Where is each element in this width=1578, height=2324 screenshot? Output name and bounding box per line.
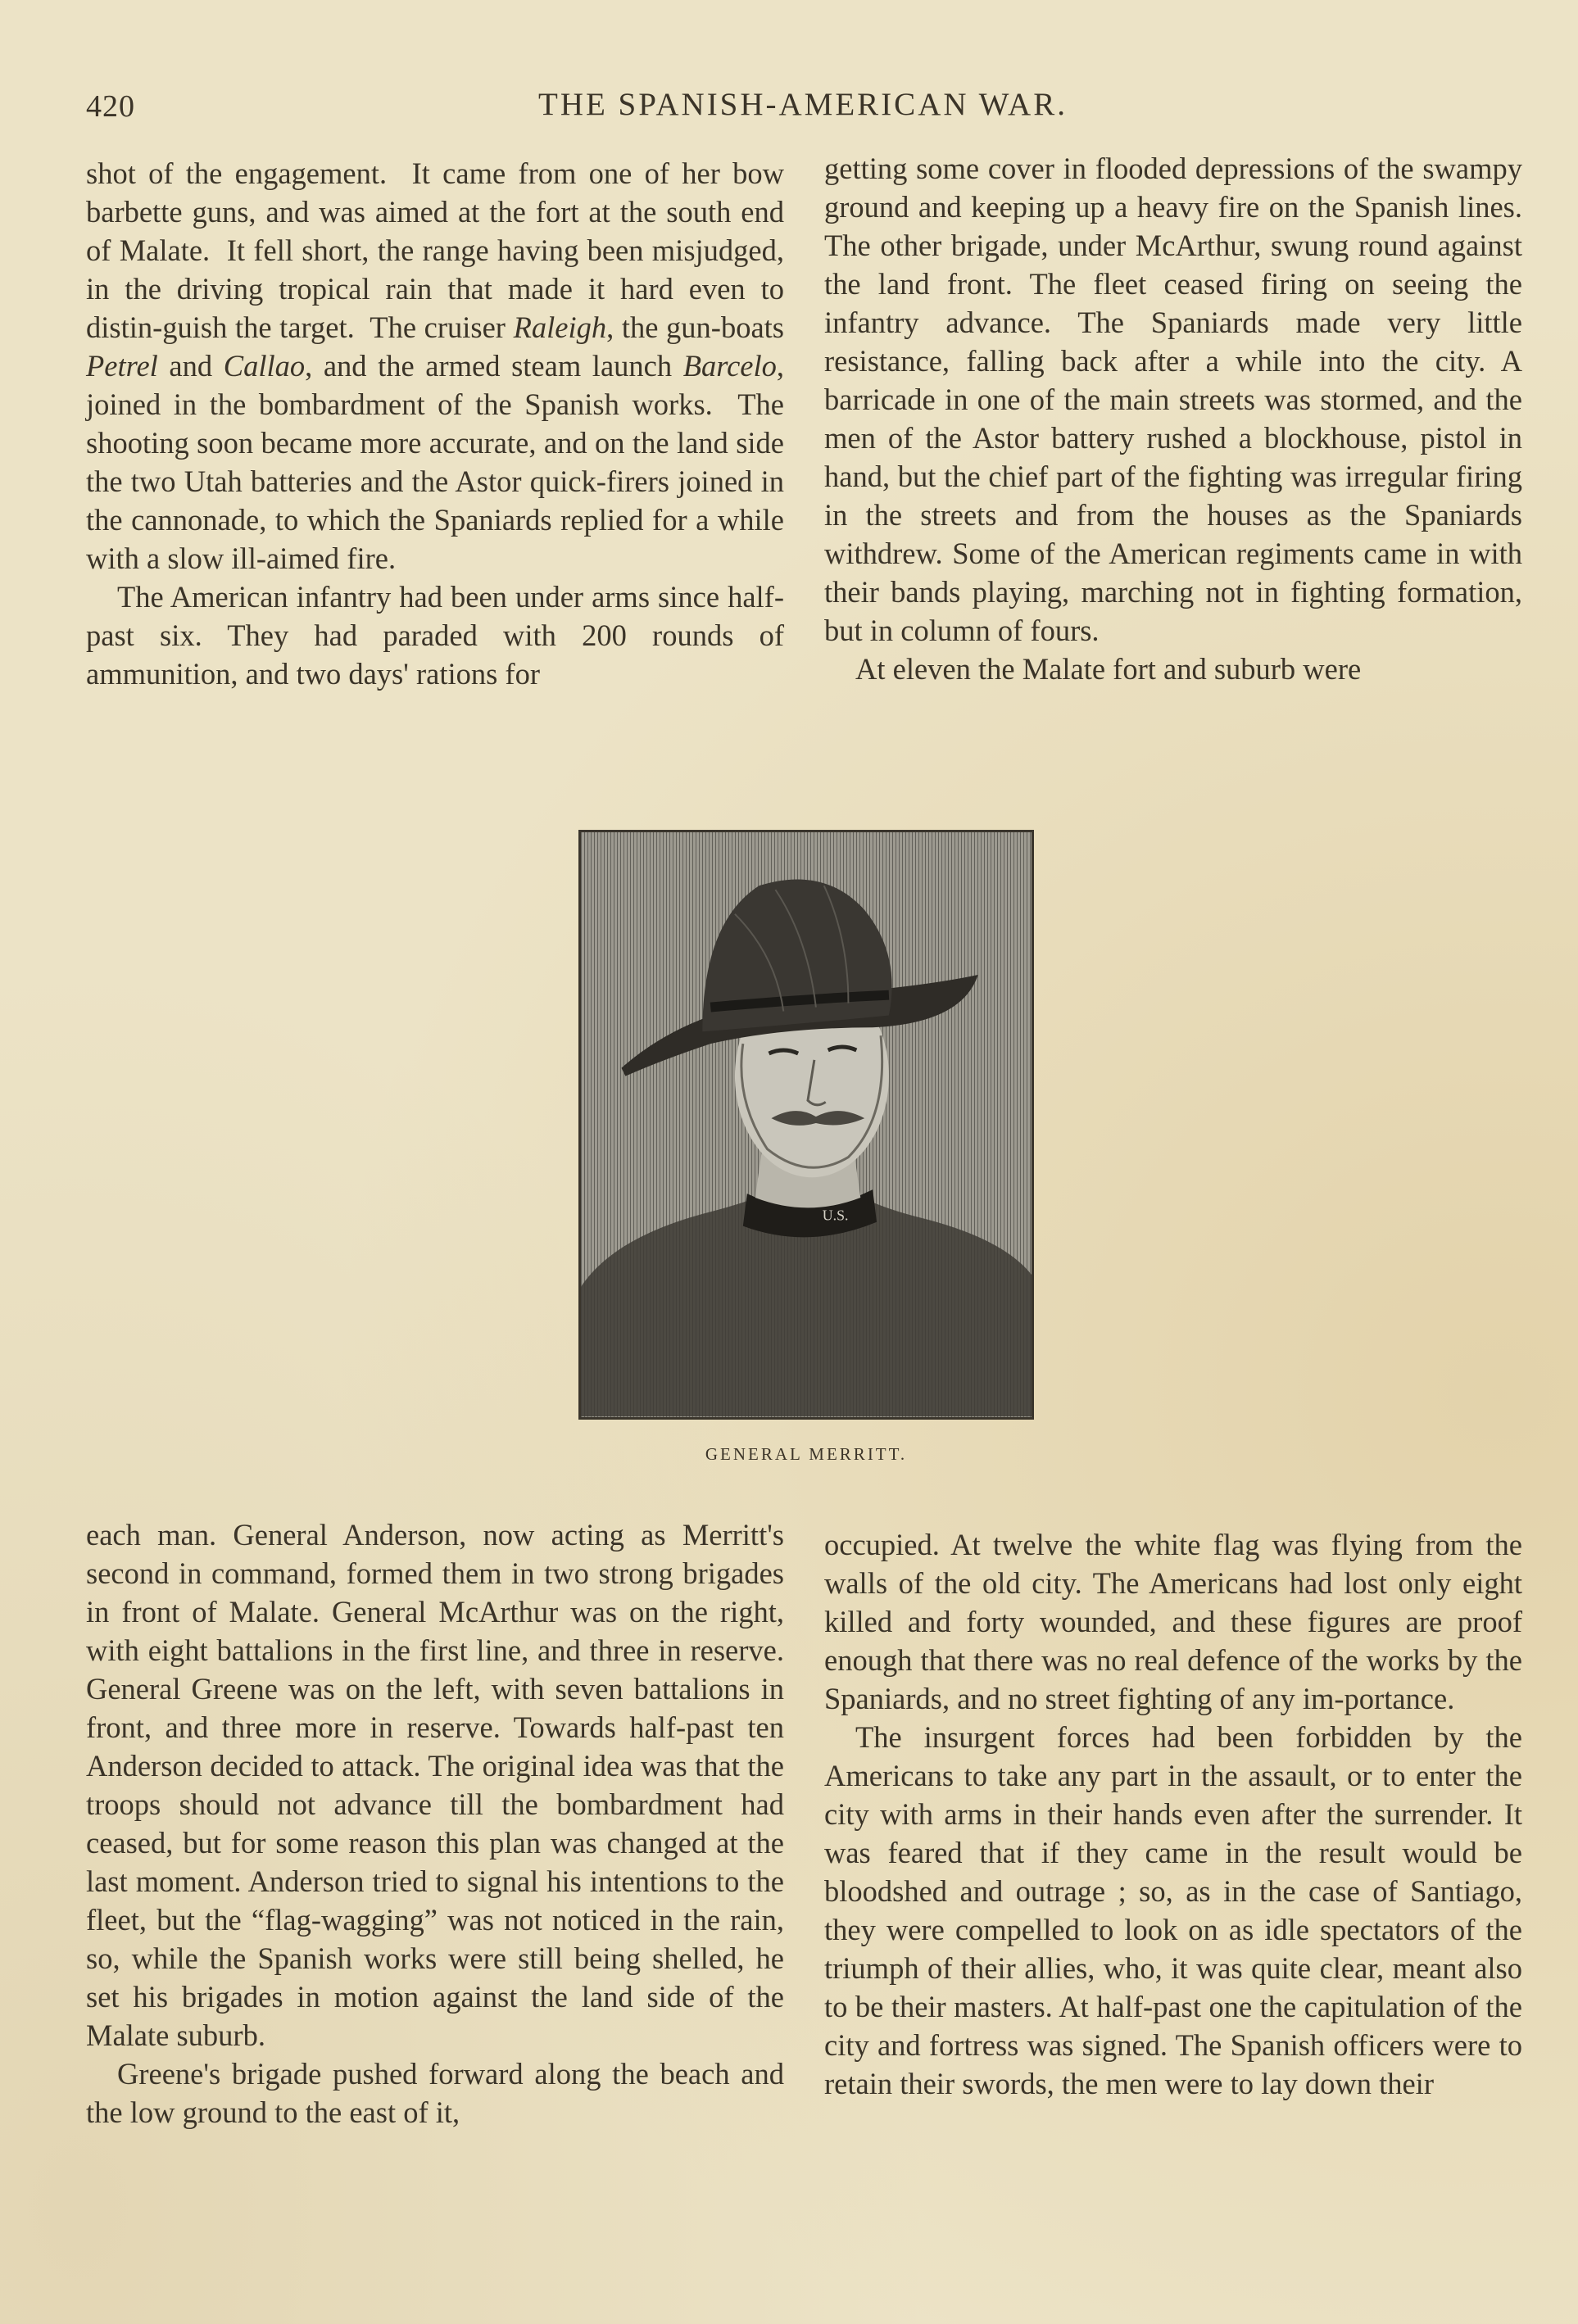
- text-column-top-left: [86, 154, 784, 693]
- ship-name: Raleigh: [513, 310, 607, 344]
- ship-name: Petrel: [86, 349, 158, 383]
- figure-caption: GENERAL MERRITT.: [705, 1444, 908, 1464]
- text-column-bottom-right: [824, 1525, 1522, 2103]
- portrait-engraving: [578, 830, 1034, 1420]
- running-head-title: THE SPANISH-AMERICAN WAR.: [538, 87, 1068, 122]
- collar-insignia: U.S.: [822, 1207, 849, 1224]
- text-column-top-right: [824, 149, 1522, 688]
- text-run: , the gun-boats: [606, 310, 784, 344]
- text-column-bottom-left: [86, 1515, 784, 2131]
- paragraph: The insurgent forces had been forbidden by the Americans to take any part in the assault, or to enter the city with arms in their hands even after the surrender. It was feared that if they came in the result would be bloodshed and outrage ; so, as in the case of Santiago, they were compelled to look on as idle spectators of the triumph of their allies, who, it was quite clear, meant also to be their masters. At half-past one the capitulation of the city and fortress was signed. The Spanish officers were to retain their swords, the men were to lay down their: [824, 1720, 1522, 2100]
- text-run: , and the armed steam launch: [305, 349, 683, 383]
- text-run: , joined in the bombardment of the Spanish works. The shooting soon became more accurate, and on the land side the two Utah batteries and the Astor quick-firers joined in the cannonade, to which the Spaniards replied for a while with a slow ill-aimed fire.: [86, 349, 785, 575]
- paragraph: Greene's brigade pushed forward along the beach and the low ground to the east of it,: [86, 2057, 784, 2129]
- paragraph: [86, 154, 784, 578]
- paragraph: each man. General Anderson, now acting as Merritt's second in command, formed them in two strong brigades in front of Malate. General McArthur was on the right, with eight battalions in the first line, and three in reserve. General Greene was on the left, with seven battalions in front, and three more in reserve. Towards half-past ten Anderson decided to attack. The original idea was that the troops should not advance till the bombardment had ceased, but for some reason this plan was changed at the last moment. Anderson tried to signal his intentions to the fleet, but the “flag-wagging” was not noticed in the rain, so, while the Spanish works were still being shelled, he set his brigades in motion against the land side of the Malate suburb.: [86, 1518, 784, 2052]
- page-number: 420: [86, 89, 135, 124]
- ship-name: Callao: [223, 349, 306, 383]
- paragraph: getting some cover in flooded depressions of the swampy ground and keeping up a heavy fire on the Spanish lines. The other brigade, under McArthur, swung round against the land front. The fleet ceased firing on seeing the infantry advance. The Spaniards made very little resistance, falling back after a while into the city. A barricade in one of the main streets was stormed, and the men of the Astor battery rushed a blockhouse, pistol in hand, but the chief part of the fighting was irregular firing in the streets and from the houses as the Spaniards withdrew. Some of the American regiments came in with their bands playing, marching not in fighting formation, but in column of fours.: [824, 152, 1522, 647]
- text-run: and: [157, 349, 224, 383]
- paragraph: The American infantry had been under arms since half-past six. They had paraded with 200 rounds of ammunition, and two days' rations for: [86, 580, 784, 691]
- portrait-illustration: [581, 832, 1032, 1417]
- ship-name: Barcelo: [682, 349, 777, 383]
- paragraph: At eleven the Malate fort and suburb were: [855, 652, 1362, 686]
- paragraph: occupied. At twelve the white flag was flying from the walls of the old city. The Americans had lost only eight killed and forty wounded, and these figures are proof enough that there was no real defence of the works by the Spaniards, and no street fighting of any im-portance.: [824, 1528, 1522, 1715]
- text-run: shot of the engagement. It came from one of her bow barbette guns, and was aimed at the fort at the south end of Malate. It fell short, the range having been misjudged, in the driving tropical rain that made it hard even to distin-guish the target. The cruiser: [86, 156, 784, 344]
